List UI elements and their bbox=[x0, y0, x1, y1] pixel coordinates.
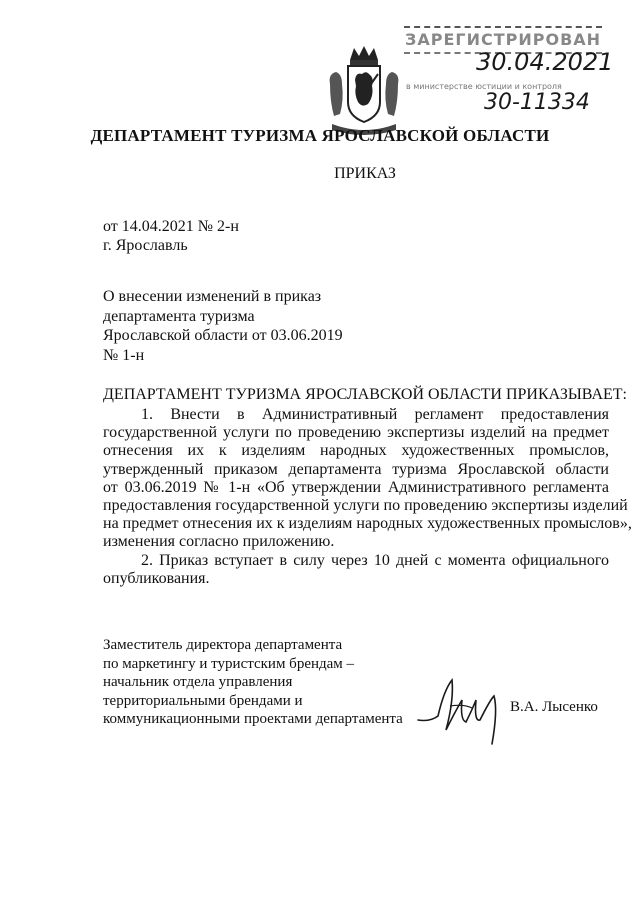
subject-line: № 1-н bbox=[103, 346, 145, 364]
stamp-header: ЗАРЕГИСТРИРОВАН bbox=[404, 26, 602, 54]
orders-heading: ДЕПАРТАМЕНТ ТУРИЗМА ЯРОСЛАВСКОЙ ОБЛАСТИ ПРИКАЗЫВАЕТ: bbox=[103, 386, 627, 403]
item1-line: изменения согласно приложению. bbox=[103, 533, 335, 551]
item2-line: опубликования. bbox=[103, 569, 210, 587]
order-subject bbox=[103, 287, 343, 365]
item1-line: отнесения их к изделиям народных художественных промыслов, bbox=[103, 442, 609, 460]
item1-line: утвержденный приказом департамента туризма Ярославской области bbox=[103, 460, 609, 478]
signer-position-line: Заместитель директора департамента bbox=[103, 637, 343, 653]
registration-stamp bbox=[396, 10, 614, 115]
document-type: ПРИКАЗ bbox=[334, 165, 396, 182]
item2-line: 2. Приказ вступает в силу через 10 дней с момента официального bbox=[141, 551, 609, 569]
signer-position-line: коммуникационными проектами департамента bbox=[103, 711, 403, 728]
signer-name: В.А. Лысенко bbox=[510, 699, 598, 715]
item1-line: от 03.06.2019 № 1-н «Об утверждении Административного регламента bbox=[103, 478, 609, 496]
signer-position bbox=[103, 636, 403, 729]
order-city: г. Ярославль bbox=[103, 237, 188, 254]
item1-line: 1. Внести в Административный регламент предоставления bbox=[141, 406, 609, 423]
subject-line: департамента туризма bbox=[103, 307, 255, 325]
stamp-date: 30.04.2021 bbox=[476, 48, 614, 76]
stamp-number: 30-11334 bbox=[484, 90, 590, 115]
item1-line: предоставления государственной услуги по проведению экспертизы изделий bbox=[103, 497, 628, 515]
subject-line: О внесении изменений в приказ bbox=[103, 288, 322, 305]
order-date-number: от 14.04.2021 № 2-н bbox=[103, 218, 239, 235]
subject-line: Ярославской области от 03.06.2019 bbox=[103, 327, 343, 344]
item1-line: государственной услуги по проведению экспертизы изделий на предмет bbox=[103, 424, 609, 442]
item1-line: на предмет отнесения их к изделиям народных художественных промыслов», bbox=[103, 515, 632, 533]
department-title: ДЕПАРТАМЕНТ ТУРИЗМА ЯРОСЛАВСКОЙ ОБЛАСТИ bbox=[90, 126, 550, 145]
signer-position-line: по маркетингу и туристским брендам – bbox=[103, 655, 355, 672]
order-body bbox=[103, 406, 632, 588]
stamp-subline: в министерстве юстиции и контроля bbox=[406, 82, 562, 91]
signer-position-line: территориальными брендами и bbox=[103, 692, 303, 709]
signer-position-line: начальник отдела управления bbox=[103, 674, 293, 691]
handwritten-signature bbox=[410, 670, 510, 750]
